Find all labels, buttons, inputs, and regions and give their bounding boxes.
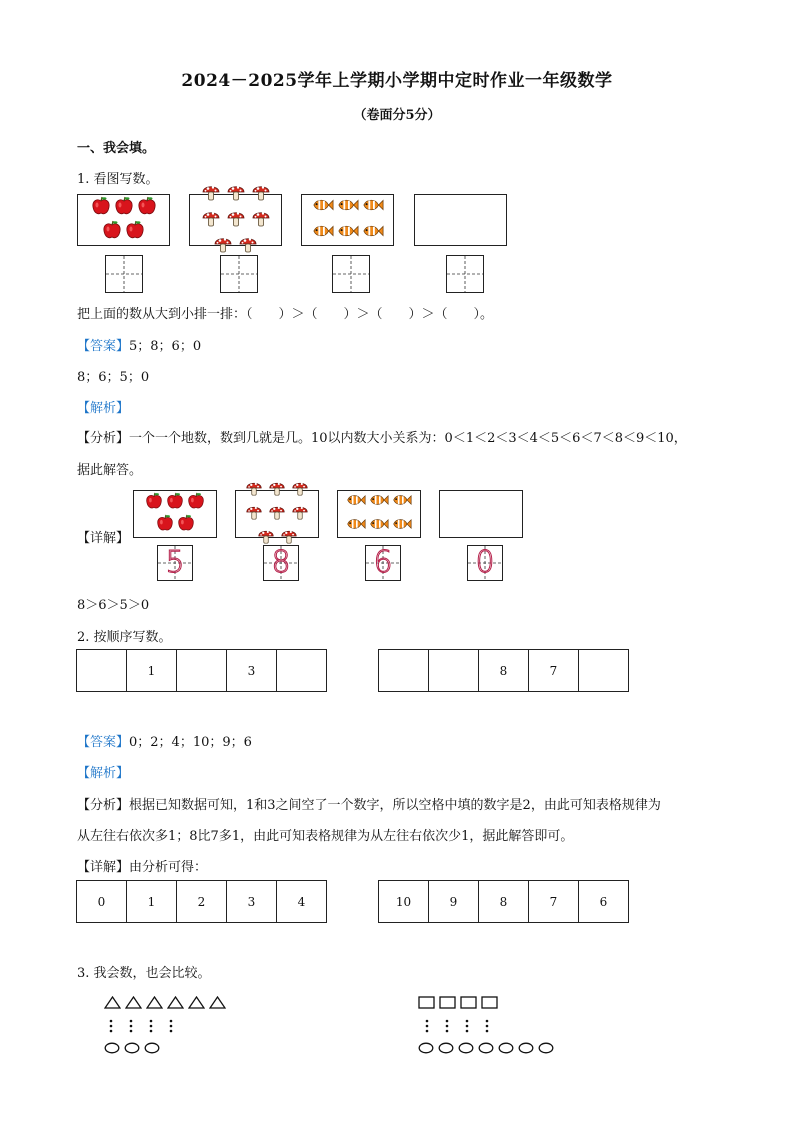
- q1-order-text: 把上面的数从大到小排一排：（ ）＞（ ）＞（ ）＞（ ）。: [77, 307, 494, 322]
- circle-icon: [438, 1042, 454, 1058]
- q1-fenxi: [77, 427, 687, 446]
- sequence-cell[interactable]: [77, 650, 127, 692]
- q2-solution-left-table: [76, 880, 327, 923]
- square-icon: [439, 996, 456, 1013]
- q2-detail: [77, 856, 207, 875]
- sequence-cell: 3: [227, 650, 277, 692]
- sequence-cell: 1: [127, 881, 177, 923]
- apple-icon: [90, 196, 112, 220]
- circle-icon: [538, 1042, 554, 1058]
- circle-icon: [498, 1042, 514, 1058]
- mushroom-icon: [267, 503, 287, 525]
- q2-fenxi: [77, 794, 661, 813]
- digit-grid: [467, 545, 503, 581]
- sequence-cell: 9: [429, 881, 479, 923]
- dots-row: [106, 1019, 226, 1036]
- vertical-dots-icon: [462, 1019, 472, 1036]
- picture-box: [189, 194, 282, 246]
- picture-box: [235, 490, 319, 538]
- q1-fenxi-line2: 据此解答。: [77, 463, 143, 478]
- written-digit: 0: [475, 545, 495, 580]
- fish-icon: [369, 515, 389, 537]
- apple-icon: [136, 196, 158, 220]
- picture-box: [439, 490, 523, 538]
- sequence-cell: 10: [379, 881, 429, 923]
- sequence-cell: 3: [227, 881, 277, 923]
- sequence-cell[interactable]: [177, 650, 227, 692]
- sequence-cell[interactable]: [579, 650, 629, 692]
- mushroom-icon: [250, 208, 272, 232]
- triangle-icon: [209, 996, 226, 1013]
- circle-icon: [478, 1042, 494, 1058]
- square-icon: [418, 996, 435, 1013]
- q1-answer-line2: 8；6；5；0: [77, 370, 150, 385]
- q1-conclusion: 8＞6＞5＞0: [77, 598, 150, 613]
- sequence-cell: 4: [277, 881, 327, 923]
- sequence-cell[interactable]: [277, 650, 327, 692]
- vertical-dots-icon: [146, 1019, 156, 1036]
- q2-solution-right-table: [378, 880, 629, 923]
- q1-analysis-label: 【解析】: [77, 401, 130, 416]
- answer-text: 5；8；6；0: [129, 339, 202, 354]
- fenxi-text: 根据已知数据可知，1和3之间空了一个数字，所以空格中填的数字是2，由此可知表格规律为: [129, 798, 661, 813]
- q1-prompt: 1. 看图写数。: [77, 172, 159, 187]
- sequence-cell: 6: [579, 881, 629, 923]
- square-row: [418, 996, 554, 1013]
- mushroom-icon: [290, 503, 310, 525]
- circle-row: [104, 1042, 226, 1058]
- apple-icon: [186, 492, 206, 514]
- triangle-icon: [188, 996, 205, 1013]
- section-heading: 一、我会填。: [77, 141, 156, 156]
- fish-icon: [362, 195, 384, 219]
- answer-grid[interactable]: [220, 255, 258, 293]
- apple-icon: [176, 514, 196, 536]
- sequence-cell: 8: [479, 650, 529, 692]
- answer-grid[interactable]: [446, 255, 484, 293]
- fish-icon: [312, 221, 334, 245]
- written-digit: 6: [373, 545, 393, 580]
- circle-icon: [104, 1042, 120, 1058]
- written-digit: 5: [165, 545, 185, 580]
- q2-answer: [77, 731, 252, 750]
- q3-prompt: 3. 我会数，也会比较。: [77, 966, 211, 981]
- fish-icon: [362, 221, 384, 245]
- picture-box: [414, 194, 507, 246]
- detail-label: 【详解】: [77, 860, 130, 875]
- detail-text: 由分析可得：: [129, 860, 208, 875]
- mushroom-icon: [244, 503, 264, 525]
- mushroom-icon: [250, 182, 272, 206]
- sequence-cell: 0: [77, 881, 127, 923]
- fish-icon: [392, 515, 412, 537]
- square-icon: [481, 996, 498, 1013]
- picture-box: [301, 194, 394, 246]
- sequence-cell: 2: [177, 881, 227, 923]
- triangle-icon: [146, 996, 163, 1013]
- mushroom-icon: [225, 208, 247, 232]
- vertical-dots-icon: [126, 1019, 136, 1036]
- mushroom-icon: [200, 208, 222, 232]
- q2-prompt: 2. 按顺序写数。: [77, 630, 172, 645]
- sequence-cell: 8: [479, 881, 529, 923]
- sequence-cell: 7: [529, 881, 579, 923]
- q3-right-group: [418, 996, 554, 1058]
- digit-grid: [263, 545, 299, 581]
- apple-icon: [124, 220, 146, 244]
- fenxi-text: 一个一个地数，数到几就是几。10以内数大小关系为：0＜1＜2＜3＜4＜5＜6＜7＜8＜9＜10，: [129, 431, 687, 446]
- triangle-row: [104, 996, 226, 1013]
- square-icon: [460, 996, 477, 1013]
- picture-box: [133, 490, 217, 538]
- dots-row: [422, 1019, 554, 1036]
- apple-icon: [101, 220, 123, 244]
- fish-icon: [337, 221, 359, 245]
- q2-analysis-label: 【解析】: [77, 766, 130, 781]
- fish-icon: [346, 491, 366, 513]
- answer-grid[interactable]: [332, 255, 370, 293]
- triangle-icon: [125, 996, 142, 1013]
- vertical-dots-icon: [106, 1019, 116, 1036]
- q1-detail-label: 【详解】: [77, 531, 130, 546]
- sequence-cell[interactable]: [429, 650, 479, 692]
- triangle-icon: [104, 996, 121, 1013]
- q2-right-table: [378, 649, 629, 692]
- apple-icon: [165, 492, 185, 514]
- digit-grid: [157, 545, 193, 581]
- picture-box: [337, 490, 421, 538]
- sequence-cell[interactable]: [379, 650, 429, 692]
- fenxi-label: 【分析】: [77, 431, 130, 446]
- apple-icon: [144, 492, 164, 514]
- q1-answer: [77, 335, 201, 354]
- vertical-dots-icon: [166, 1019, 176, 1036]
- mushroom-icon: [244, 479, 264, 501]
- vertical-dots-icon: [482, 1019, 492, 1036]
- vertical-dots-icon: [422, 1019, 432, 1036]
- written-digit: 8: [271, 545, 291, 580]
- apple-icon: [113, 196, 135, 220]
- answer-label: 【答案】: [77, 339, 130, 354]
- circle-icon: [518, 1042, 534, 1058]
- mushroom-icon: [290, 479, 310, 501]
- circle-icon: [418, 1042, 434, 1058]
- vertical-dots-icon: [442, 1019, 452, 1036]
- page-title: 2024－2025学年上学期小学期中定时作业一年级数学: [181, 71, 613, 91]
- circle-icon: [458, 1042, 474, 1058]
- picture-box: [77, 194, 170, 246]
- triangle-icon: [167, 996, 184, 1013]
- mushroom-icon: [200, 182, 222, 206]
- fish-icon: [346, 515, 366, 537]
- apple-icon: [155, 514, 175, 536]
- circle-icon: [124, 1042, 140, 1058]
- fish-icon: [392, 491, 412, 513]
- circle-row: [418, 1042, 554, 1058]
- page-subtitle: （卷面分5分）: [353, 108, 441, 123]
- fenxi-label: 【分析】: [77, 798, 130, 813]
- q2-fenxi-line2: 从左往右依次多1；8比7多1，由此可知表格规律为从左往右依次少1，据此解答即可。: [77, 829, 574, 844]
- answer-grid[interactable]: [105, 255, 143, 293]
- mushroom-icon: [267, 479, 287, 501]
- fish-icon: [312, 195, 334, 219]
- answer-label: 【答案】: [77, 735, 130, 750]
- q3-left-group: [104, 996, 226, 1058]
- fish-icon: [337, 195, 359, 219]
- sequence-cell: 7: [529, 650, 579, 692]
- circle-icon: [144, 1042, 160, 1058]
- mushroom-icon: [225, 182, 247, 206]
- q2-left-table: [76, 649, 327, 692]
- answer-text: 0；2；4；10；9；6: [129, 735, 252, 750]
- sequence-cell: 1: [127, 650, 177, 692]
- digit-grid: [365, 545, 401, 581]
- fish-icon: [369, 491, 389, 513]
